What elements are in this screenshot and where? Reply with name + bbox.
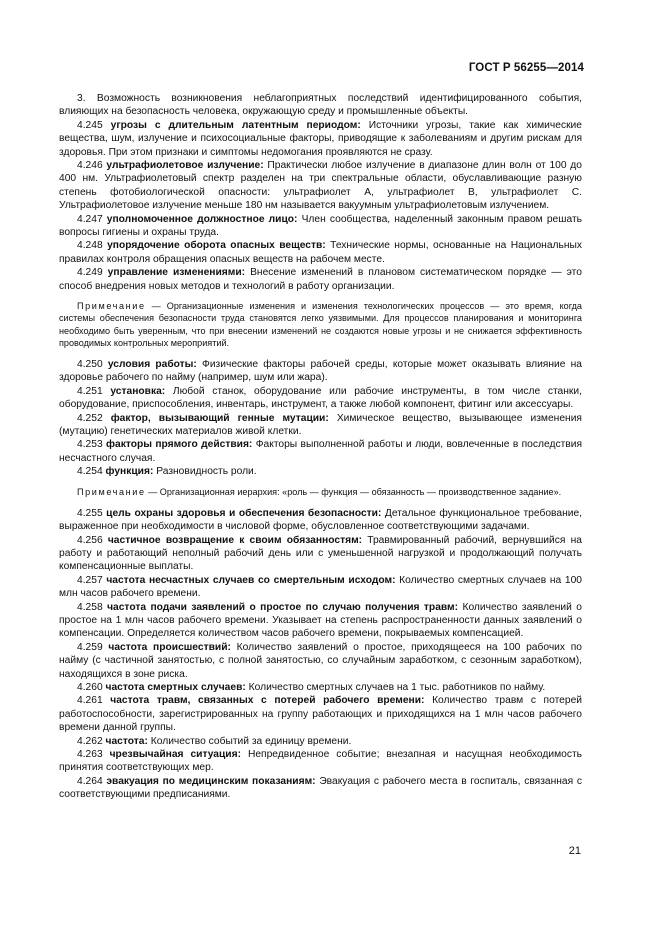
clause-number: 4.250 xyxy=(77,358,103,370)
term: частота смертных случаев: xyxy=(105,682,246,694)
definition-text: Количество заявлений о простое на 1 млн часов рабочего времени. Указывает на степень распространенности данных заявлений о компенсации. Определяется количеством часов рабочего времени, покрываемых компенсацией. xyxy=(59,601,582,640)
definition-paragraph xyxy=(59,119,582,159)
term: частичное возвращение к своим обязанностям: xyxy=(107,534,363,546)
clause-number: 4.253 xyxy=(77,439,103,451)
definition-text: Травмированный рабочий, вернувшийся на работу и работающий неполный рабочий день или с уменьшенной нагрузкой и продолжающий получать компенсационные выплаты. xyxy=(59,534,582,573)
clause-number: 4.252 xyxy=(77,412,103,424)
definition-paragraph xyxy=(59,775,582,802)
clause-number: 4.247 xyxy=(77,213,103,225)
definition-paragraph xyxy=(59,601,582,641)
definition-text: Химическое вещество, вызывающее изменения (мутацию) генетических материалов живой клетки. xyxy=(59,412,582,437)
term: функция: xyxy=(105,466,154,478)
term: установка: xyxy=(110,385,166,397)
definition-text: Количество травм с потерей работоспособности, зарегистрированных на группу работающих и приходящихся на 1 млн часов рабочего времени данной группы. xyxy=(59,695,582,734)
note-1 xyxy=(59,300,582,349)
clause-number: 4.246 xyxy=(77,160,103,172)
clause-number: 4.255 xyxy=(77,507,103,519)
clause-number: 4.260 xyxy=(77,682,103,694)
term: частота травм, связанных с потерей рабочего времени: xyxy=(110,695,425,707)
clause-number: 4.256 xyxy=(77,534,103,546)
note-label: Примечание xyxy=(77,486,146,497)
definition-text: Внесение изменений в плановом систематическом порядке — это способ внедрения новых методов и технологий в работу организации. xyxy=(59,267,582,292)
definition-text: 3. Возможность возникновения неблагоприятных последствий идентифицированного события, влияющих на безопасность человека, окружающую среду и промышленные объекты. xyxy=(59,93,582,118)
term: частота несчастных случаев со смертельным исходом: xyxy=(106,574,396,586)
term: упорядочение оборота опасных веществ: xyxy=(107,240,326,252)
clause-number: 4.262 xyxy=(77,735,103,747)
definition-text: Непредвиденное событие; внезапная и насущная необходимость принятия соответствующих мер. xyxy=(59,749,582,774)
definition-paragraph xyxy=(59,385,582,412)
paragraph-group-2 xyxy=(59,358,582,479)
definition-text: Детальное функциональное требование, выраженное при необходимости в числовой форме, обусловленное соответствующими задачами. xyxy=(59,507,582,533)
clause-number: 4.261 xyxy=(77,695,103,707)
note-text: — Организационная иерархия: «роль — функция — обязанность — производственное задание». xyxy=(145,486,562,497)
definition-paragraph xyxy=(59,681,582,694)
definition-text: Практически любое излучение в диапазоне длин волн от 100 до 400 нм. Ультрафиолетовый спектр разделен на три спектральные области, обуславливающие разную степень фотобиологической опасности: ультрафиолет А, ультрафиолет В, ультрафиолет C. Ультрафиолетовое излучение меньше 180 нм называется вакуумным ультрафиолетовым излучением. xyxy=(59,160,582,212)
definition-paragraph xyxy=(59,534,582,574)
definition-paragraph xyxy=(59,92,582,119)
term: частота происшествий: xyxy=(108,641,231,653)
term: факторы прямого действия: xyxy=(106,439,253,451)
paragraph-group-1 xyxy=(59,92,582,293)
definition-text: Источники угрозы, такие как химические вещества, шум, излучение и психосоциальные факторы, приводящие к заболеваниям и другим рискам для здоровья. При этом признаки и симптомы недомогания проявляются не сразу. xyxy=(59,119,582,158)
term: угрозы с длительным латентным периодом: xyxy=(110,119,361,131)
note-label: Примечание xyxy=(77,301,146,312)
term: условия работы: xyxy=(107,358,197,370)
definition-text: Количество заявлений о простое, приходящееся на 100 рабочих по найму (с частичной занятостью, с полной занятостью, со случайным заработком, с сезонным заработком), находящихся в зоне риска. xyxy=(59,641,582,680)
term: частота: xyxy=(105,735,148,747)
definition-paragraph xyxy=(59,239,582,266)
standard-header: ГОСТ Р 56255—2014 xyxy=(468,62,584,74)
definition-paragraph xyxy=(59,266,582,293)
definition-text: Физические факторы рабочей среды, которые может оказывать влияние на здоровье рабочего по найму (например, шум или жара). xyxy=(59,358,582,384)
definition-paragraph xyxy=(59,641,582,681)
clause-number: 4.251 xyxy=(77,385,103,397)
definition-text: Разновидность роли. xyxy=(156,466,257,478)
clause-number: 4.245 xyxy=(77,119,103,131)
clause-number: 4.249 xyxy=(77,267,103,279)
document-body xyxy=(59,92,582,802)
clause-number: 4.264 xyxy=(77,775,103,787)
definition-text: Количество смертных случаев на 100 млн часов рабочего времени. xyxy=(59,574,582,600)
definition-paragraph xyxy=(59,574,582,601)
definition-paragraph xyxy=(59,465,582,478)
term: ультрафиолетовое излучение: xyxy=(106,160,264,172)
term: фактор, вызывающий генные мутации: xyxy=(110,412,329,424)
term: уполномоченное должностное лицо: xyxy=(106,213,298,225)
definition-paragraph xyxy=(59,735,582,748)
definition-text: Член сообщества, наделенный законным правом решать вопросы гигиены и охраны труда. xyxy=(59,213,582,239)
definition-paragraph xyxy=(59,438,582,465)
definition-paragraph xyxy=(59,412,582,439)
definition-paragraph xyxy=(59,159,582,213)
term: частота подачи заявлений о простое по случаю получения травм: xyxy=(107,601,459,613)
definition-text: Любой станок, оборудование или рабочие инструменты, в том числе станки, оборудование, приспособления, инвентарь, инструмент, а также любой компонент, фитинг или аксессуары. xyxy=(59,385,582,411)
definition-text: Эвакуация с рабочего места в госпиталь, связанная с соответствующими предписаниями. xyxy=(59,775,582,801)
definition-paragraph xyxy=(59,748,582,775)
definition-paragraph xyxy=(59,358,582,385)
term: управление изменениями: xyxy=(107,267,246,279)
clause-number: 4.258 xyxy=(77,601,103,613)
clause-number: 4.254 xyxy=(77,466,103,478)
clause-number: 4.248 xyxy=(77,240,103,252)
definition-text: Количество смертных случаев на 1 тыс. работников по найму. xyxy=(248,682,546,694)
note-2 xyxy=(59,486,582,498)
definition-paragraph xyxy=(59,694,582,734)
paragraph-group-3 xyxy=(59,507,582,802)
definition-text: Технические нормы, основанные на Национальных правилах контроля обращения опасных веществ на рабочем месте. xyxy=(59,240,582,265)
note-text: — Организационные изменения и изменения технологических процессов — это время, когда системы обеспечения безопасности труда становятся легко уязвимыми. Для процессов планирования и мониторинга необходимо быть уверенным, что при внесении изменений не создаются новые угрозы и не снижается эффективность проводимых контрольных мероприятий. xyxy=(59,301,582,348)
definition-text: Количество событий за единицу времени. xyxy=(150,735,352,747)
clause-number: 4.259 xyxy=(77,641,103,653)
clause-number: 4.257 xyxy=(77,574,103,586)
page-number: 21 xyxy=(568,845,581,857)
definition-paragraph xyxy=(59,213,582,240)
definition-paragraph xyxy=(59,507,582,534)
definition-text: Факторы выполненной работы и люди, вовлеченные в последствия несчастного случая. xyxy=(59,439,582,464)
term: цель охраны здоровья и обеспечения безопасности: xyxy=(106,507,382,519)
clause-number: 4.263 xyxy=(77,749,103,761)
term: эвакуация по медицинским показаниям: xyxy=(106,775,316,787)
term: чрезвычайная ситуация: xyxy=(109,749,241,761)
